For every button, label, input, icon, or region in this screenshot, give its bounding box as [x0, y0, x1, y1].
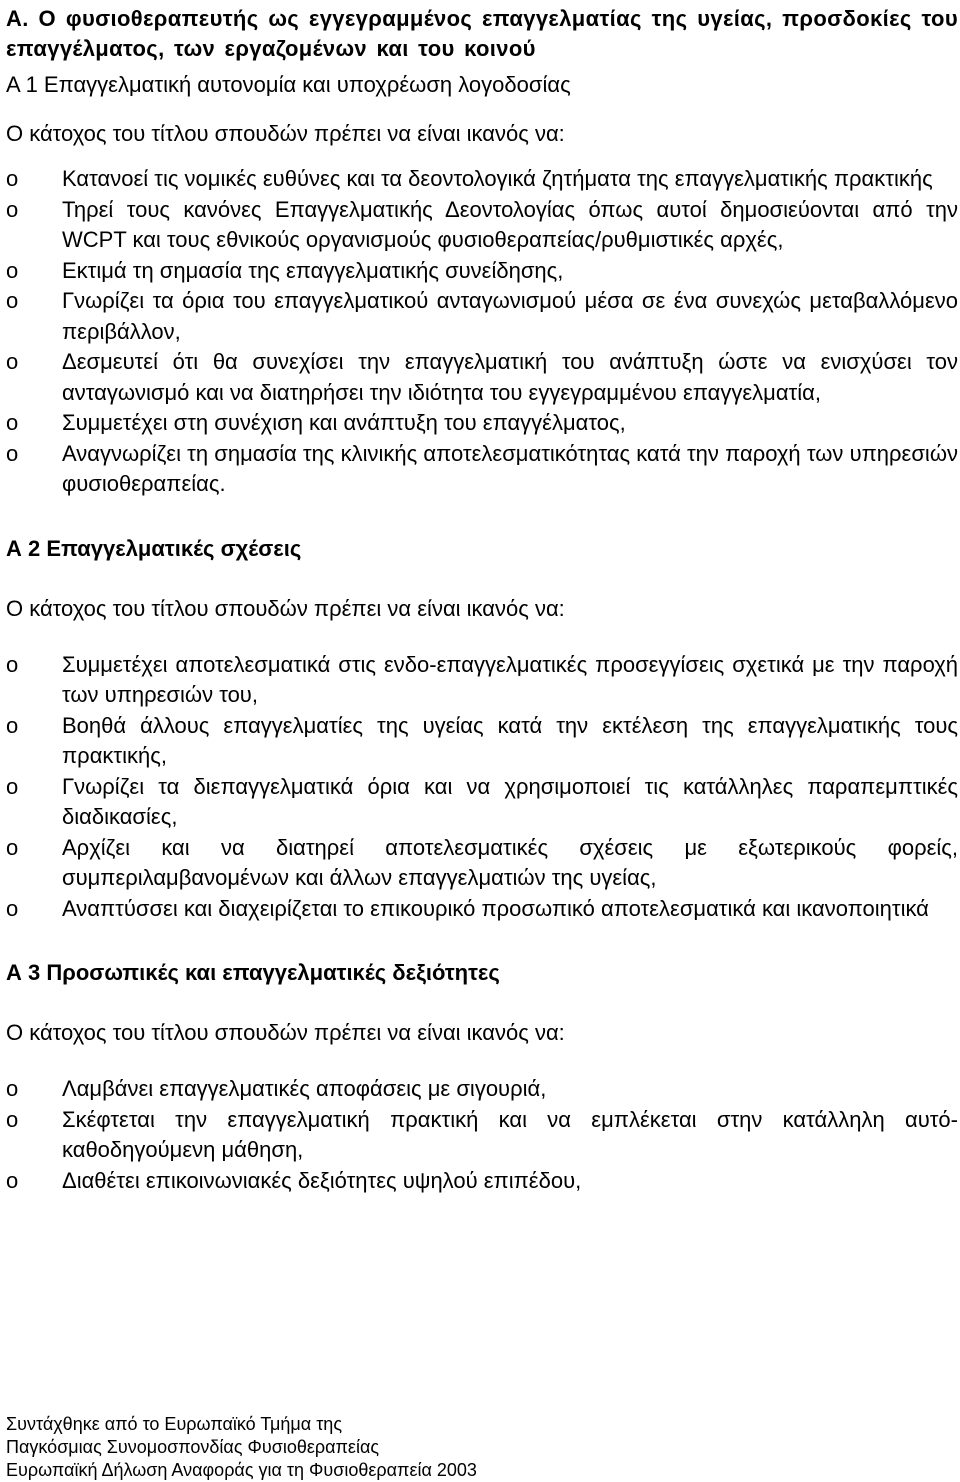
list-item-text: Δεσμευτεί ότι θα συνεχίσει την επαγγελματική του ανάπτυξη ώστε να ενισχύσει τον ανταγωνισμό και να διατηρήσει την ιδιότητα του εγγεγραμμένου επαγγελματία, — [62, 349, 958, 405]
list-item — [6, 347, 958, 408]
section-heading: Α 2 Επαγγελματικές σχέσεις — [6, 535, 302, 561]
list-item-text: Αρχίζει και να διατηρεί αποτελεσματικές σχέσεις με εξωτερικούς φορείς, συμπεριλαμβανομένων και άλλων επαγγελματιών της υγείας, — [62, 834, 958, 890]
list-item — [6, 894, 958, 925]
bullet-marker: o — [6, 257, 19, 283]
bullet-marker: o — [6, 166, 19, 191]
bullet-marker: o — [6, 1106, 19, 1132]
list-item-text: Γνωρίζει τα όρια του επαγγελματικού ανταγωνισμού μέσα σε ένα συνεχώς μεταβαλλόμενο περιβάλλον, — [62, 288, 958, 344]
list-item — [6, 833, 958, 894]
bullet-marker: o — [6, 349, 19, 374]
bullet-marker: o — [6, 1167, 19, 1193]
section-intro: Ο κάτοχος του τίτλου σπουδών πρέπει να είναι ικανός να: — [6, 121, 565, 146]
footer-line: Παγκόσμιας Συνομοσπονδίας Φυσιοθεραπείας — [6, 1437, 380, 1457]
list-item — [6, 1105, 958, 1166]
list-item — [6, 1074, 958, 1105]
document-page — [6, 4, 958, 1196]
list-item-text: Κατανοεί τις νομικές ευθύνες και τα δεοντολογικά ζητήματα της επαγγελματικής πρακτικής — [62, 166, 933, 191]
list-item — [6, 650, 958, 711]
list-item-text: Λαμβάνει επαγγελματικές αποφάσεις με σιγουριά, — [62, 1076, 547, 1101]
bullet-marker: o — [6, 1076, 19, 1101]
list-item-text: Αναπτύσσει και διαχειρίζεται το επικουρικό προσωπικό αποτελεσματικά και ικανοποιητικά — [62, 895, 929, 921]
bullet-list — [6, 650, 958, 925]
bullet-marker: o — [6, 834, 19, 860]
page-footer — [6, 1413, 706, 1482]
list-item — [6, 1166, 958, 1197]
bullet-marker: o — [6, 196, 19, 222]
list-item-text: Εκτιμά τη σημασία της επαγγελματικής συνείδησης, — [62, 257, 564, 283]
section-intro: Ο κάτοχος του τίτλου σπουδών πρέπει να είναι ικανός να: — [6, 595, 565, 621]
bullet-marker: o — [6, 895, 19, 921]
bullet-marker: o — [6, 651, 19, 677]
footer-line: Ευρωπαϊκή Δήλωση Αναφοράς για τη Φυσιοθεραπεία 2003 — [6, 1460, 477, 1480]
list-item — [6, 711, 958, 772]
bullet-list — [6, 164, 958, 500]
list-item-text: Γνωρίζει τα διεπαγγελματικά όρια και να χρησιμοποιεί τις κατάλληλες παραπεμπτικές διαδικασίες, — [62, 773, 958, 829]
list-item — [6, 286, 958, 347]
list-item-text: Συμμετέχει στη συνέχιση και ανάπτυξη του επαγγέλματος, — [62, 410, 626, 435]
list-item — [6, 439, 958, 500]
list-item-text: Τηρεί τους κανόνες Επαγγελματικής Δεοντολογίας όπως αυτοί δημοσιεύονται από την WCPT και τους εθνικούς οργανισμούς φυσιοθεραπείας/ρυθμιστικές αρχές, — [62, 196, 958, 252]
list-item-text: Σκέφτεται την επαγγελματική πρακτική και να εμπλέκεται στην κατάλληλη αυτό-καθοδηγούμενη μάθηση, — [62, 1106, 958, 1162]
bullet-marker: o — [6, 410, 19, 435]
list-item — [6, 256, 958, 287]
section-intro: Ο κάτοχος του τίτλου σπουδών πρέπει να είναι ικανός να: — [6, 1020, 565, 1045]
section-a2 — [6, 534, 958, 925]
document-title: Α. Ο φυσιοθεραπευτής ως εγγεγραμμένος επαγγελματίας της υγείας, προσδοκίες του επαγγέλματος, των εργαζομένων και του κοινού — [6, 6, 958, 61]
list-item — [6, 408, 958, 439]
footer-line: Συντάχθηκε από το Ευρωπαϊκό Τμήμα της — [6, 1414, 342, 1434]
bullet-marker: o — [6, 440, 19, 466]
section-a3 — [6, 958, 958, 1196]
section-heading: Α 1 Επαγγελματική αυτονομία και υποχρέωση λογοδοσίας — [6, 72, 571, 97]
list-item — [6, 772, 958, 833]
list-item-text: Αναγνωρίζει τη σημασία της κλινικής αποτελεσματικότητας κατά την παροχή των υπηρεσιών φυσιοθεραπείας. — [62, 440, 958, 496]
list-item — [6, 195, 958, 256]
bullet-marker: o — [6, 773, 19, 799]
list-item-text: Συμμετέχει αποτελεσματικά στις ενδο-επαγγελματικές προσεγγίσεις σχετικά με την παροχή των υπηρεσιών του, — [62, 651, 958, 707]
section-heading: Α 3 Προσωπικές και επαγγελματικές δεξιότητες — [6, 960, 500, 985]
section-a1 — [6, 70, 958, 500]
bullet-marker: o — [6, 712, 19, 738]
list-item-text: Διαθέτει επικοινωνιακές δεξιότητες υψηλού επιπέδου, — [62, 1167, 582, 1193]
bullet-marker: o — [6, 288, 19, 313]
list-item — [6, 164, 958, 195]
bullet-list — [6, 1074, 958, 1196]
list-item-text: Βοηθά άλλους επαγγελματίες της υγείας κατά την εκτέλεση της επαγγελματικής τους πρακτικής, — [62, 712, 958, 768]
